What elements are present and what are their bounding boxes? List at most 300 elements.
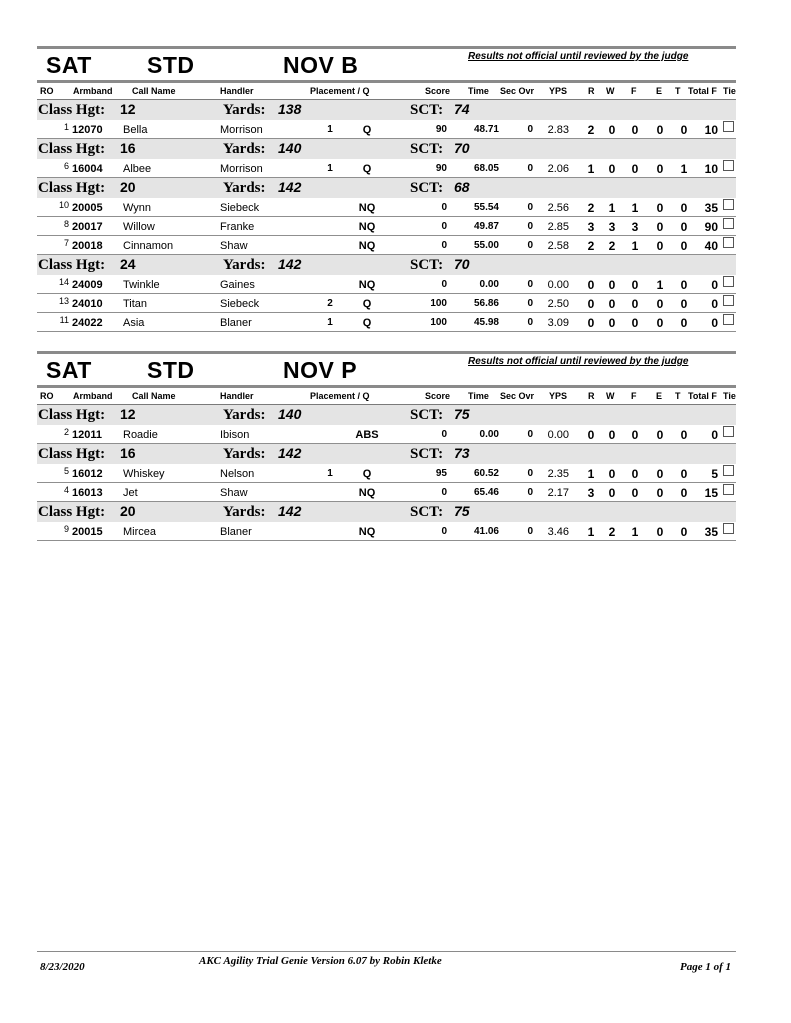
table-faults: 0: [680, 297, 688, 311]
time: 55.00: [473, 240, 499, 251]
refusals: 2: [587, 123, 595, 137]
col-ro: RO: [40, 86, 54, 96]
total-faults: 15: [704, 486, 718, 500]
class-height-label: Class Hgt:: [38, 180, 106, 196]
height-group-header: [37, 178, 736, 198]
table-faults: 0: [680, 316, 688, 330]
sct-value: 73: [454, 445, 470, 461]
results-section-nov-p: [37, 351, 736, 541]
faults: 1: [631, 239, 639, 253]
col-yps: YPS: [549, 391, 568, 401]
class-name: STD: [147, 357, 195, 383]
total-faults: 0: [711, 428, 718, 442]
handler: Shaw: [220, 240, 248, 252]
call-name: Jet: [123, 487, 138, 499]
score: 0: [441, 221, 447, 232]
col-e: E: [656, 86, 663, 96]
yards-value: 140: [278, 406, 302, 422]
armband: 16004: [72, 163, 103, 175]
yps: 3.09: [547, 317, 569, 329]
qualify-status: NQ: [358, 279, 376, 291]
col-armband: Armband: [73, 391, 113, 401]
unofficial-notice: Results not official until reviewed by the judge: [468, 51, 689, 62]
call-name: Mircea: [123, 526, 157, 538]
refusals: 2: [587, 239, 595, 253]
col-placement: Placement / Q: [310, 86, 370, 96]
refusals: 0: [587, 428, 595, 442]
total-faults: 90: [704, 220, 718, 234]
column-header-row: [37, 388, 736, 405]
run-order: 11: [59, 315, 69, 325]
footer-page-number: Page 1 of 1: [679, 961, 731, 973]
qualify-status: Q: [362, 163, 372, 175]
qualify-status: NQ: [358, 487, 376, 499]
col-yps: YPS: [549, 86, 568, 96]
handler: Blaner: [220, 526, 252, 538]
height-group-header: [37, 255, 736, 275]
total-faults: 0: [711, 297, 718, 311]
time: 41.06: [473, 526, 499, 537]
time: 55.54: [473, 202, 499, 213]
call-name: Bella: [123, 124, 148, 136]
call-name: Albee: [123, 163, 152, 175]
time: 45.98: [473, 317, 499, 328]
score: 0: [441, 429, 447, 440]
sec-over: 0: [527, 487, 533, 498]
col-time: Time: [468, 391, 489, 401]
handler: Morrison: [220, 124, 263, 136]
result-row: [37, 294, 736, 313]
qualify-status: Q: [362, 317, 372, 329]
yards-label: Yards:: [223, 257, 266, 273]
result-row: [37, 522, 736, 541]
table-faults: 1: [680, 162, 688, 176]
armband: 24010: [72, 298, 103, 310]
time: 56.86: [473, 298, 499, 309]
handler: Gaines: [220, 279, 255, 291]
result-row: [37, 464, 736, 483]
table-faults: 0: [680, 467, 688, 481]
yps: 2.17: [547, 487, 569, 499]
col-armband: Armband: [73, 86, 113, 96]
sct-label: SCT:: [410, 407, 444, 423]
armband: 24009: [72, 279, 103, 291]
wrong-courses: 2: [608, 525, 616, 539]
yps: 2.56: [547, 202, 569, 214]
placement: 1: [327, 468, 333, 479]
faults: 1: [631, 525, 639, 539]
time: 49.87: [473, 221, 499, 232]
result-row: [37, 275, 736, 294]
class-height-value: 16: [120, 140, 136, 156]
wrong-courses: 3: [608, 220, 616, 234]
armband: 20005: [72, 202, 103, 214]
yards-label: Yards:: [223, 102, 266, 118]
col-call-name: Call Name: [132, 391, 176, 401]
sct-value: 70: [454, 256, 470, 272]
class-height-label: Class Hgt:: [38, 141, 106, 157]
footer-date: 8/23/2020: [40, 961, 85, 973]
yards-label: Yards:: [223, 407, 266, 423]
class-height-label: Class Hgt:: [38, 257, 106, 273]
sec-over: 0: [527, 468, 533, 479]
sec-over: 0: [527, 202, 533, 213]
run-order: 5: [63, 466, 69, 476]
wrong-courses: 1: [608, 201, 616, 215]
col-w: W: [606, 391, 615, 401]
time: 48.71: [473, 124, 499, 135]
yards-label: Yards:: [223, 446, 266, 462]
level-name: NOV P: [283, 357, 358, 383]
sec-over: 0: [527, 240, 533, 251]
time: 0.00: [479, 279, 499, 290]
yards-label: Yards:: [223, 504, 266, 520]
yards-value: 138: [278, 101, 302, 117]
placement: 1: [327, 317, 333, 328]
height-group-header: [37, 139, 736, 159]
qualify-status: Q: [362, 468, 372, 480]
sct-value: 68: [454, 179, 470, 195]
qualify-status: NQ: [358, 202, 376, 214]
faults: 0: [631, 428, 639, 442]
call-name: Twinkle: [123, 279, 160, 291]
tie-checkbox[interactable]: [723, 314, 734, 325]
col-score: Score: [425, 86, 451, 96]
footer-software-version: AKC Agility Trial Genie Version 6.07 by Robin Kletke: [199, 955, 442, 967]
col-handler: Handler: [220, 86, 254, 96]
refusals: 3: [587, 486, 595, 500]
run-order: 2: [63, 427, 69, 437]
yards-value: 142: [278, 256, 302, 272]
refusals: 1: [587, 525, 595, 539]
class-height-value: 12: [120, 406, 136, 422]
call-name: Cinnamon: [123, 240, 174, 252]
tie-checkbox[interactable]: [723, 465, 734, 476]
trial-day: SAT: [46, 52, 92, 78]
col-total-f: Total F: [688, 391, 717, 401]
wrong-courses: 0: [608, 278, 616, 292]
table-faults: 0: [680, 201, 688, 215]
col-sec-ovr: Sec Ovr: [500, 86, 535, 96]
result-row: [37, 159, 736, 178]
yards-value: 142: [278, 503, 302, 519]
score: 100: [430, 298, 447, 309]
refusals: 0: [587, 278, 595, 292]
yps: 2.50: [547, 298, 569, 310]
score: 95: [435, 468, 447, 479]
table-faults: 0: [680, 525, 688, 539]
eliminations: 0: [656, 467, 664, 481]
col-score: Score: [425, 391, 451, 401]
faults: 0: [631, 162, 639, 176]
faults: 0: [631, 316, 639, 330]
sec-over: 0: [527, 163, 533, 174]
class-height-value: 20: [120, 503, 136, 519]
score: 0: [441, 279, 447, 290]
sct-label: SCT:: [410, 504, 444, 520]
run-order: 1: [63, 122, 69, 132]
run-order: 10: [58, 200, 69, 210]
refusals: 1: [587, 467, 595, 481]
time: 68.05: [473, 163, 499, 174]
wrong-courses: 2: [608, 239, 616, 253]
faults: 0: [631, 486, 639, 500]
total-faults: 0: [711, 316, 718, 330]
eliminations: 0: [656, 123, 664, 137]
tie-checkbox[interactable]: [723, 121, 734, 132]
table-faults: 0: [680, 123, 688, 137]
eliminations: 0: [656, 316, 664, 330]
sec-over: 0: [527, 124, 533, 135]
eliminations: 0: [656, 525, 664, 539]
handler: Ibison: [220, 429, 250, 441]
refusals: 0: [587, 316, 595, 330]
sec-over: 0: [527, 429, 533, 440]
class-height-label: Class Hgt:: [38, 446, 106, 462]
wrong-courses: 0: [608, 123, 616, 137]
eliminations: 0: [656, 201, 664, 215]
handler: Morrison: [220, 163, 263, 175]
height-group-header: [37, 405, 736, 425]
qualify-status: Q: [362, 124, 372, 136]
refusals: 2: [587, 201, 595, 215]
handler: Nelson: [220, 468, 255, 480]
tie-checkbox[interactable]: [723, 295, 734, 306]
tie-checkbox[interactable]: [723, 484, 734, 495]
table-faults: 0: [680, 278, 688, 292]
yards-value: 140: [278, 140, 302, 156]
eliminations: 1: [656, 278, 664, 292]
yps: 0.00: [547, 279, 569, 291]
col-tie: Tie: [723, 86, 736, 96]
tie-checkbox[interactable]: [723, 160, 734, 171]
run-order: 13: [58, 296, 69, 306]
score: 100: [430, 317, 447, 328]
col-f: F: [631, 86, 637, 96]
faults: 0: [631, 297, 639, 311]
table-faults: 0: [680, 220, 688, 234]
col-t: T: [675, 86, 681, 96]
sct-label: SCT:: [410, 446, 444, 462]
yps: 2.35: [547, 468, 569, 480]
faults: 1: [631, 201, 639, 215]
total-faults: 10: [704, 162, 718, 176]
sct-label: SCT:: [410, 257, 444, 273]
placement: 1: [327, 163, 333, 174]
run-order: 4: [63, 485, 69, 495]
run-order: 6: [63, 161, 69, 171]
call-name: Asia: [123, 317, 145, 329]
run-order: 14: [58, 277, 69, 287]
tie-checkbox[interactable]: [723, 218, 734, 229]
yards-label: Yards:: [223, 180, 266, 196]
yards-value: 142: [278, 179, 302, 195]
section-title-row: [37, 354, 736, 384]
refusals: 0: [587, 297, 595, 311]
armband: 16012: [72, 468, 103, 480]
table-faults: 0: [680, 486, 688, 500]
class-height-value: 24: [120, 256, 136, 272]
tie-checkbox[interactable]: [723, 276, 734, 287]
faults: 0: [631, 467, 639, 481]
col-e: E: [656, 391, 663, 401]
table-faults: 0: [680, 239, 688, 253]
sec-over: 0: [527, 526, 533, 537]
faults: 0: [631, 123, 639, 137]
height-group-header: [37, 444, 736, 464]
col-placement: Placement / Q: [310, 391, 370, 401]
qualify-status: ABS: [355, 429, 379, 441]
time: 65.46: [473, 487, 499, 498]
col-f: F: [631, 391, 637, 401]
total-faults: 10: [704, 123, 718, 137]
tie-checkbox[interactable]: [723, 237, 734, 248]
refusals: 3: [587, 220, 595, 234]
result-row: [37, 425, 736, 444]
sec-over: 0: [527, 298, 533, 309]
placement: 2: [327, 298, 333, 309]
col-time: Time: [468, 86, 489, 96]
time: 0.00: [479, 429, 499, 440]
qualify-status: NQ: [358, 240, 376, 252]
eliminations: 0: [656, 297, 664, 311]
handler: Shaw: [220, 487, 248, 499]
yps: 2.83: [547, 124, 569, 136]
armband: 20015: [72, 526, 103, 538]
score: 90: [435, 124, 447, 135]
score: 0: [441, 487, 447, 498]
call-name: Willow: [123, 221, 155, 233]
score: 0: [441, 240, 447, 251]
sct-value: 75: [454, 503, 470, 519]
sec-over: 0: [527, 221, 533, 232]
page-footer: [37, 951, 736, 982]
table-faults: 0: [680, 428, 688, 442]
tie-checkbox[interactable]: [723, 199, 734, 210]
sct-value: 75: [454, 406, 470, 422]
handler: Blaner: [220, 317, 252, 329]
eliminations: 0: [656, 428, 664, 442]
wrong-courses: 0: [608, 486, 616, 500]
wrong-courses: 0: [608, 467, 616, 481]
yps: 3.46: [547, 526, 569, 538]
total-faults: 0: [711, 278, 718, 292]
class-height-label: Class Hgt:: [38, 504, 106, 520]
armband: 12070: [72, 124, 103, 136]
col-handler: Handler: [220, 391, 254, 401]
height-group-header: [37, 100, 736, 120]
armband: 20017: [72, 221, 103, 233]
eliminations: 0: [656, 220, 664, 234]
col-r: R: [588, 86, 595, 96]
yps: 2.58: [547, 240, 569, 252]
run-order: 7: [63, 238, 69, 248]
tie-checkbox[interactable]: [723, 523, 734, 534]
handler: Siebeck: [220, 298, 260, 310]
score: 0: [441, 526, 447, 537]
call-name: Whiskey: [123, 468, 165, 480]
col-sec-ovr: Sec Ovr: [500, 391, 535, 401]
sct-value: 70: [454, 140, 470, 156]
yards-label: Yards:: [223, 141, 266, 157]
wrong-courses: 0: [608, 316, 616, 330]
class-height-value: 16: [120, 445, 136, 461]
section-title-row: [37, 49, 736, 79]
total-faults: 35: [704, 525, 718, 539]
call-name: Titan: [123, 298, 148, 310]
sct-value: 74: [454, 101, 470, 117]
class-height-label: Class Hgt:: [38, 407, 106, 423]
tie-checkbox[interactable]: [723, 426, 734, 437]
yps: 0.00: [547, 429, 569, 441]
faults: 0: [631, 278, 639, 292]
score: 90: [435, 163, 447, 174]
result-row: [37, 120, 736, 139]
col-call-name: Call Name: [132, 86, 176, 96]
sct-label: SCT:: [410, 141, 444, 157]
sec-over: 0: [527, 317, 533, 328]
yps: 2.06: [547, 163, 569, 175]
class-height-value: 12: [120, 101, 136, 117]
qualify-status: NQ: [358, 221, 376, 233]
run-order: 8: [63, 219, 69, 229]
total-faults: 35: [704, 201, 718, 215]
wrong-courses: 0: [608, 428, 616, 442]
unofficial-notice: Results not official until reviewed by the judge: [468, 356, 689, 367]
col-total-f: Total F: [688, 86, 717, 96]
total-faults: 5: [711, 467, 718, 481]
armband: 16013: [72, 487, 103, 499]
handler: Siebeck: [220, 202, 260, 214]
result-row: [37, 483, 736, 502]
faults: 3: [631, 220, 639, 234]
result-row: [37, 236, 736, 255]
col-ro: RO: [40, 391, 54, 401]
class-name: STD: [147, 52, 195, 78]
level-name: NOV B: [283, 52, 359, 78]
result-row: [37, 198, 736, 217]
armband: 12011: [72, 429, 102, 441]
col-tie: Tie: [723, 391, 736, 401]
col-r: R: [588, 391, 595, 401]
call-name: Roadie: [123, 429, 158, 441]
call-name: Wynn: [123, 202, 152, 214]
wrong-courses: 0: [608, 162, 616, 176]
column-header-row: [37, 83, 736, 100]
time: 60.52: [473, 468, 499, 479]
qualify-status: Q: [362, 298, 372, 310]
eliminations: 0: [656, 162, 664, 176]
class-height-value: 20: [120, 179, 136, 195]
yards-value: 142: [278, 445, 302, 461]
sct-label: SCT:: [410, 102, 444, 118]
col-t: T: [675, 391, 681, 401]
armband: 24022: [72, 317, 103, 329]
results-section-nov-b: [37, 46, 736, 332]
yps: 2.85: [547, 221, 569, 233]
height-group-header: [37, 502, 736, 522]
trial-day: SAT: [46, 357, 92, 383]
eliminations: 0: [656, 239, 664, 253]
qualify-status: NQ: [358, 526, 376, 538]
score: 0: [441, 202, 447, 213]
wrong-courses: 0: [608, 297, 616, 311]
refusals: 1: [587, 162, 595, 176]
total-faults: 40: [704, 239, 718, 253]
col-w: W: [606, 86, 615, 96]
result-row: [37, 217, 736, 236]
sct-label: SCT:: [410, 180, 444, 196]
